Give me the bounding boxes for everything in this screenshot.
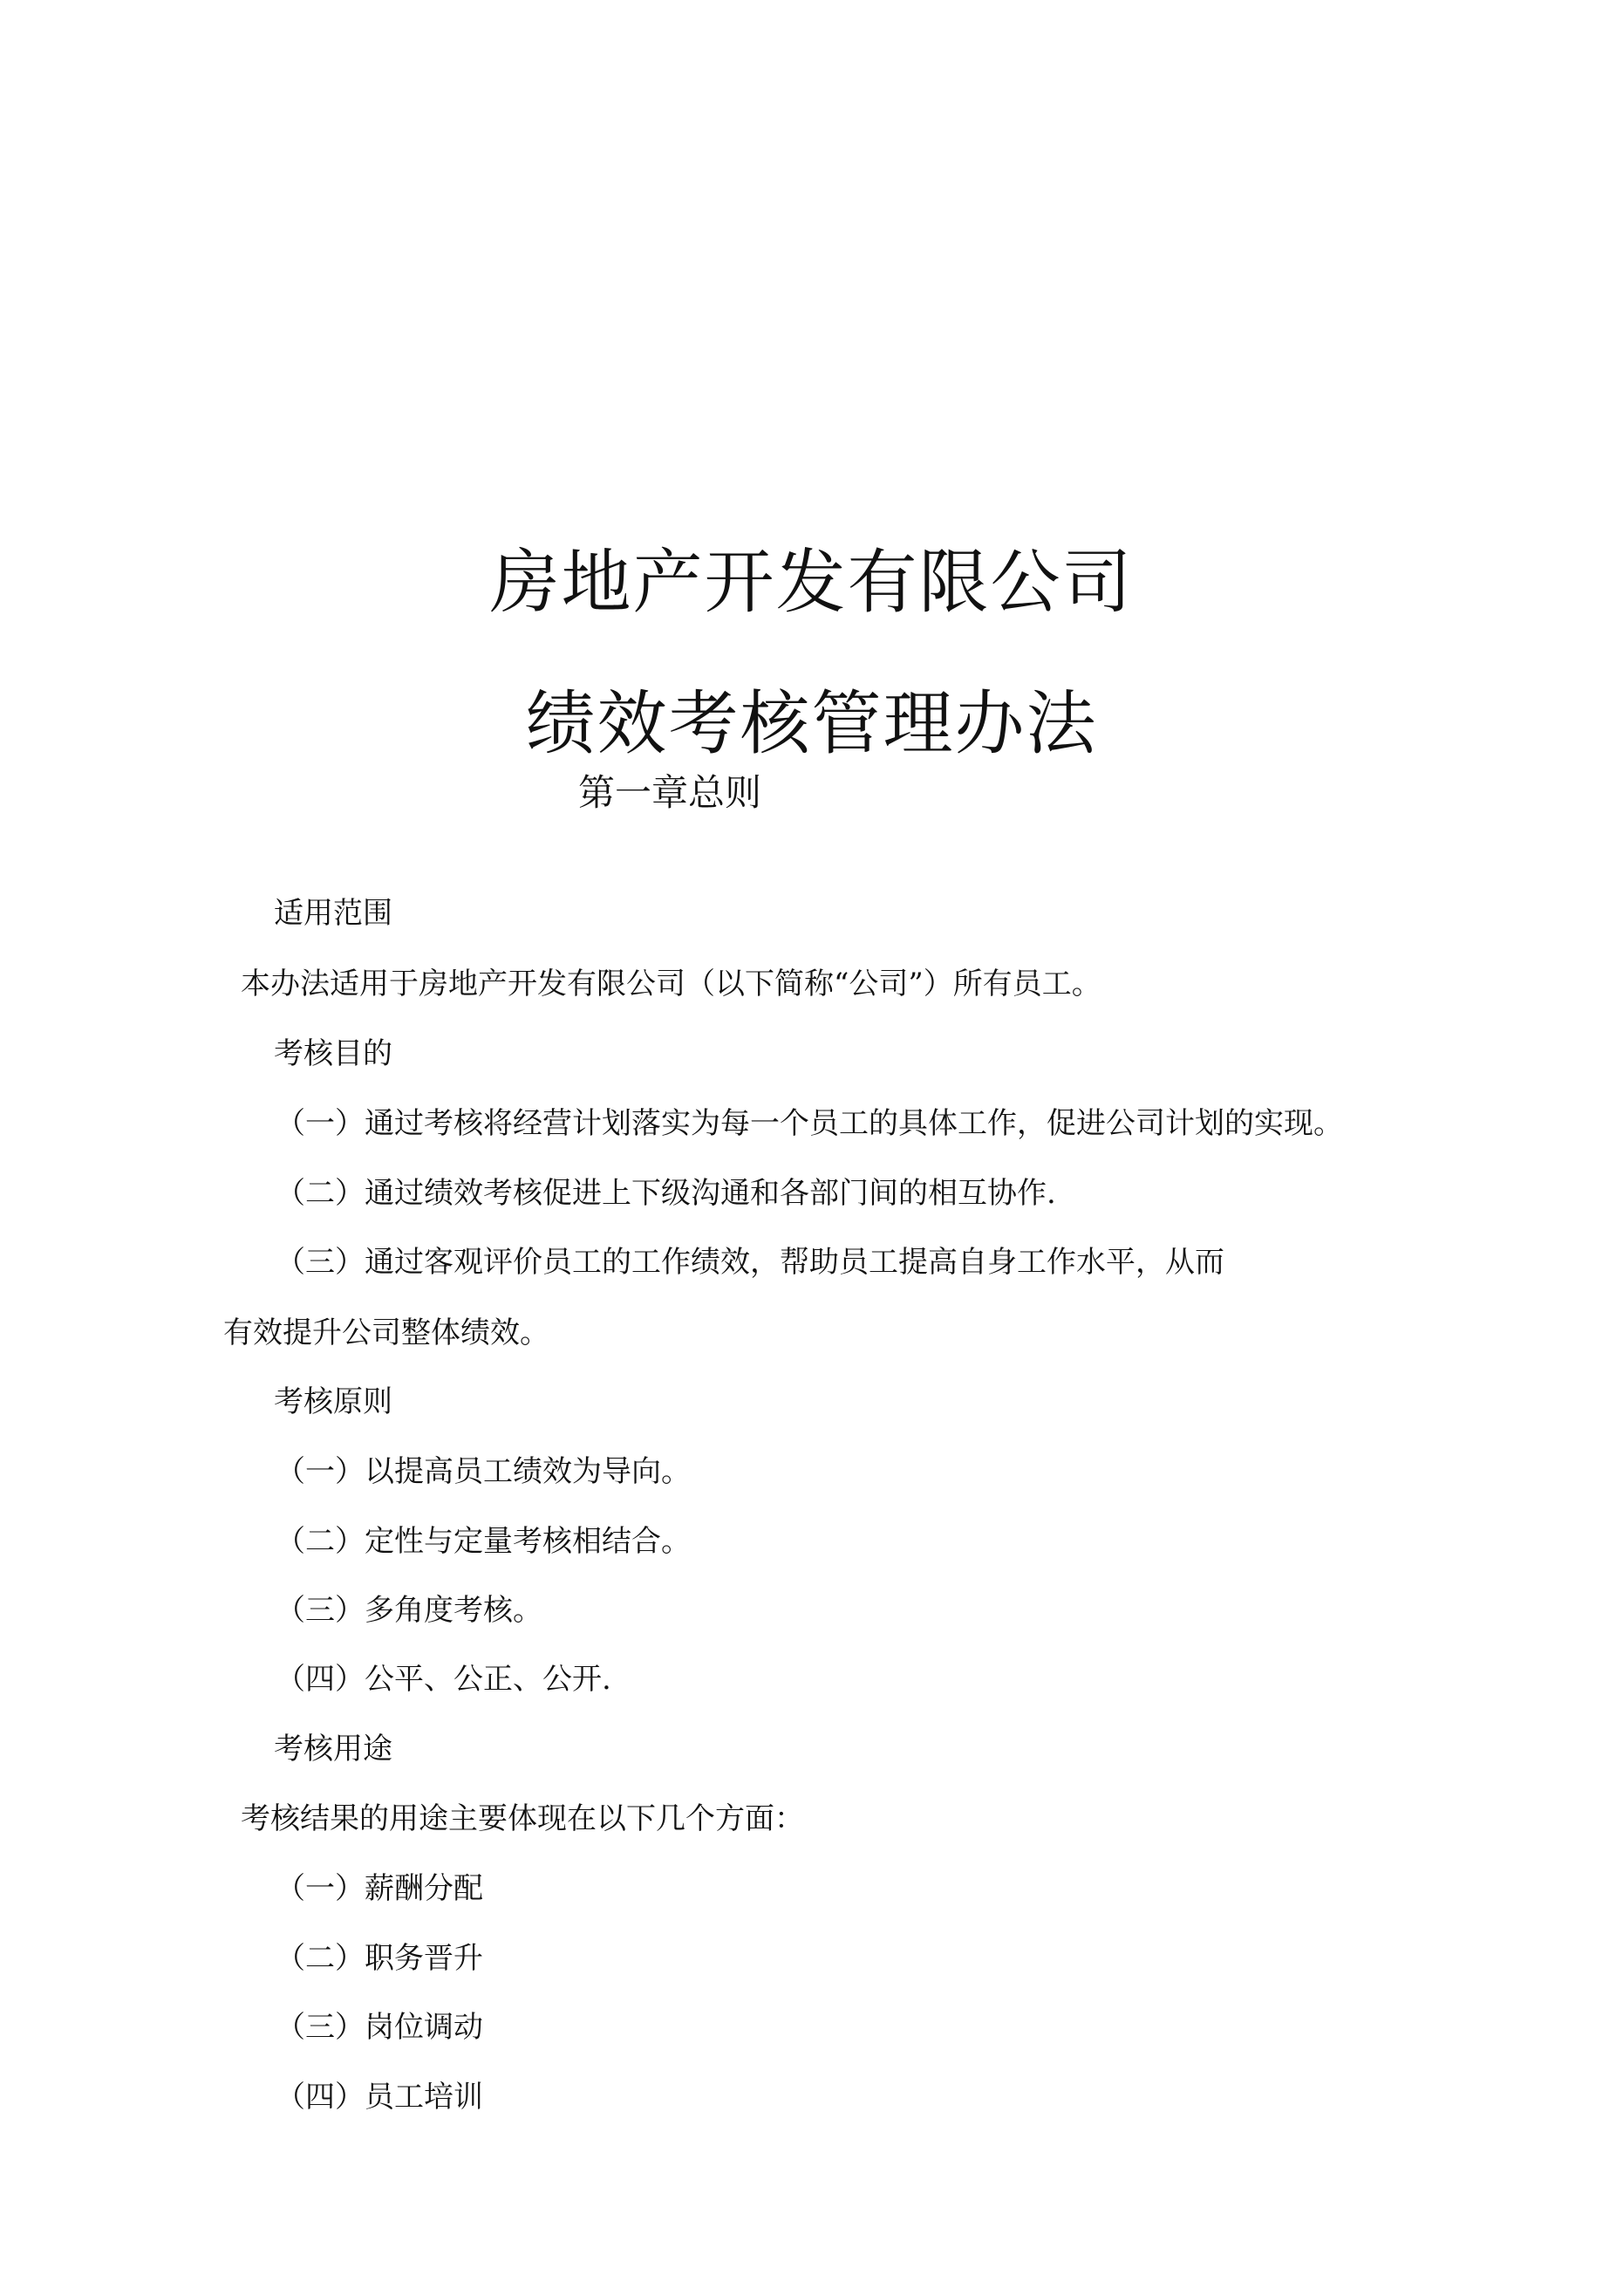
chapter-heading: 第一章总则 [578,771,762,814]
document-title-company: 房地产开发有限公司 [489,542,1134,623]
list-item: （四）员工培训 [276,2080,483,2115]
list-item-continuation: 有效提升公司整体绩效。 [223,1315,549,1350]
section-heading-purpose: 考核目的 [274,1036,392,1071]
document-title-subject: 绩效考核管理办法 [525,683,1098,764]
list-item: （一）通过考核将经营计划落实为每一个员工的具体工作，促进公司计划的实现。 [276,1106,1343,1141]
list-item: （二）职务晋升 [276,1941,483,1976]
list-item: （三）多角度考核。 [276,1593,542,1628]
list-item: （二）定性与定量考核相结合。 [276,1524,691,1559]
list-item: （一）薪酬分配 [276,1871,483,1906]
section-heading-usage: 考核用途 [274,1732,392,1766]
list-item: （三）岗位调动 [276,2010,483,2045]
section-paragraph: 本办法适用于房地产开发有限公司（以下简称“公司”）所有员工。 [241,967,1101,1001]
section-heading-principles: 考核原则 [274,1384,392,1419]
list-item: （三）通过客观评价员工的工作绩效，帮助员工提高自身工作水平，从而 [276,1245,1224,1280]
list-item: （一）以提高员工绩效为导向。 [276,1454,691,1489]
section-heading-scope: 适用范围 [274,896,392,931]
list-item: （二）通过绩效考核促进上下级沟通和各部门间的相互协作. [276,1176,1056,1211]
list-item: （四）公平、公正、公开. [276,1662,611,1697]
section-paragraph: 考核结果的用途主要体现在以下几个方面： [241,1801,804,1836]
